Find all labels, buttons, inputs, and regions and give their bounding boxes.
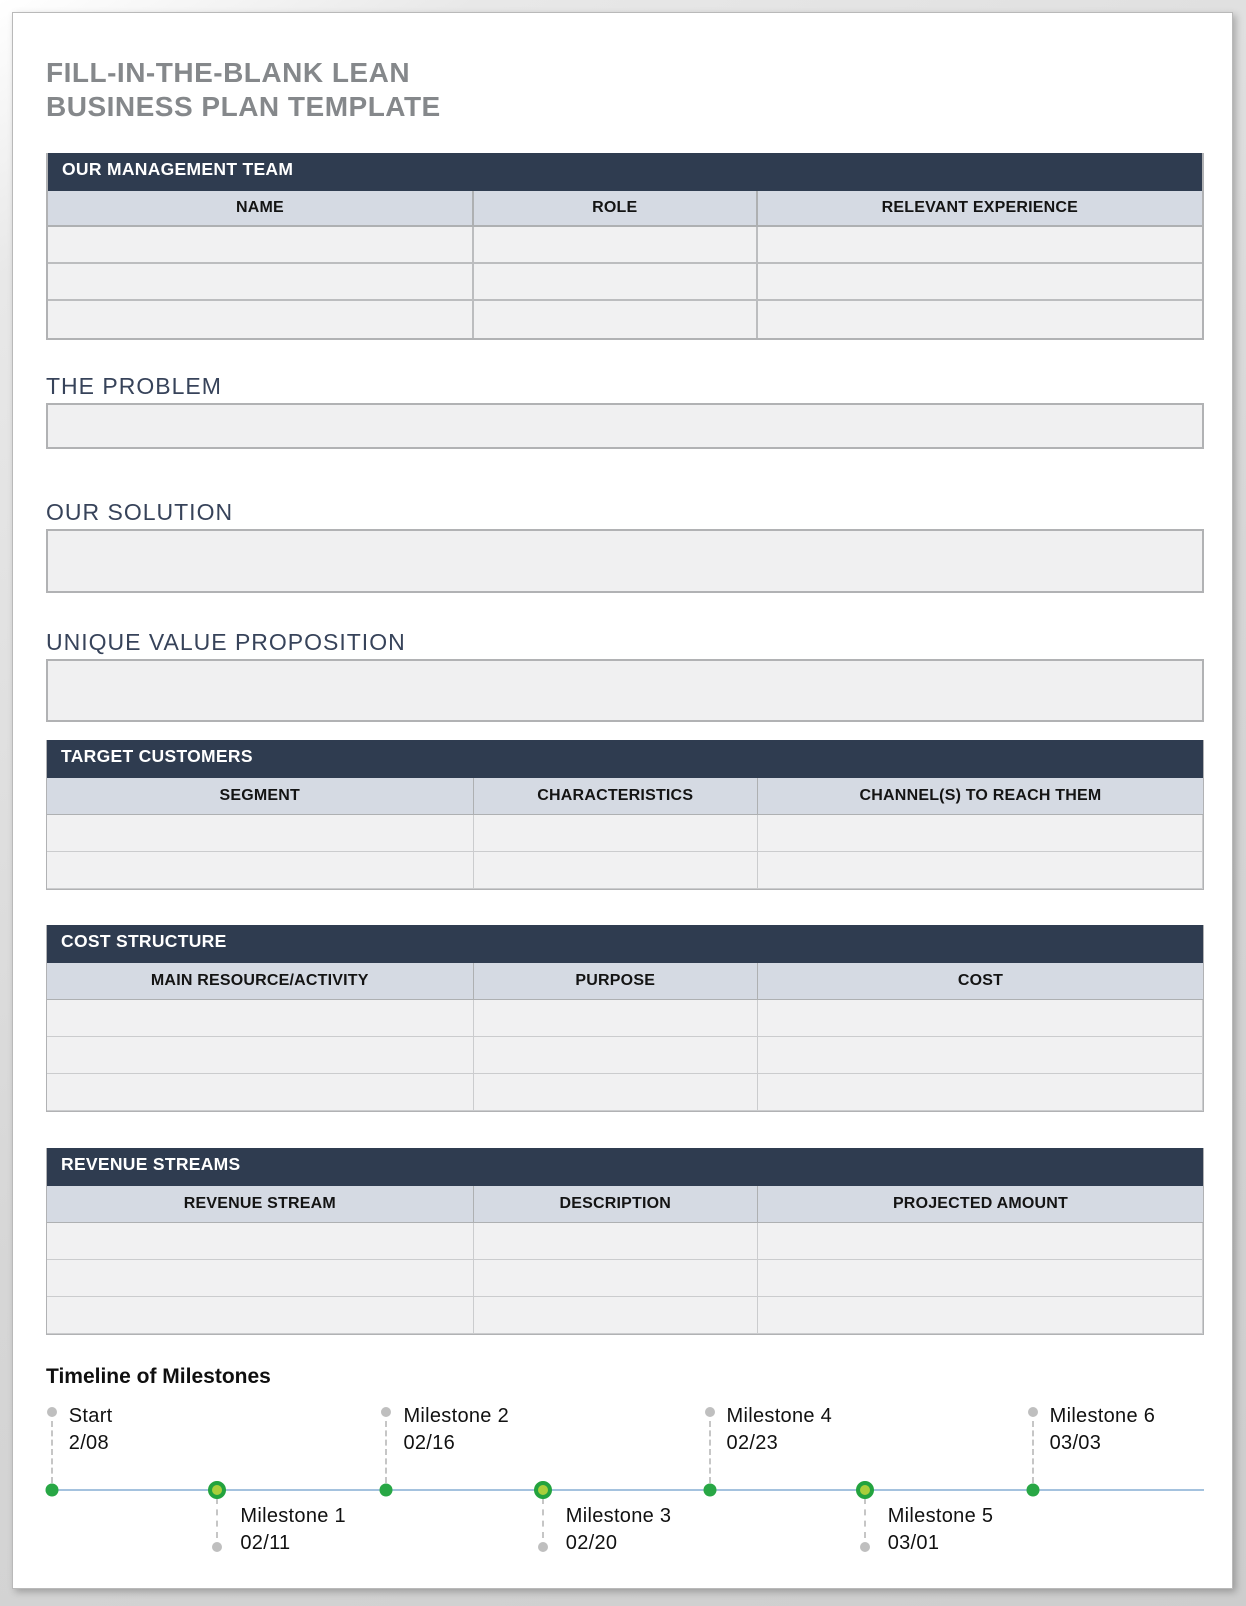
connector-dot bbox=[212, 1542, 222, 1552]
solution-heading: OUR SOLUTION bbox=[46, 499, 234, 525]
column-header-role: ROLE bbox=[474, 191, 758, 225]
connector-dashed-line bbox=[385, 1421, 387, 1483]
document-content bbox=[13, 13, 1204, 1586]
empty-cell[interactable] bbox=[758, 1037, 1203, 1073]
table-row bbox=[48, 301, 1202, 338]
problem-heading: THE PROBLEM bbox=[46, 373, 222, 399]
column-header-relevant-experience: RELEVANT EXPERIENCE bbox=[881, 199, 1079, 216]
empty-cell[interactable] bbox=[47, 1297, 474, 1333]
empty-cell[interactable] bbox=[48, 227, 474, 262]
table-row bbox=[47, 852, 1203, 889]
connector-dashed-line bbox=[864, 1498, 866, 1538]
column-header-channels: CHANNEL(S) TO REACH THEM bbox=[859, 787, 1102, 804]
milestone-label: Milestone 3 bbox=[565, 1505, 672, 1527]
target-customers-table bbox=[46, 740, 1204, 890]
empty-cell[interactable] bbox=[474, 301, 758, 338]
connector-dot bbox=[538, 1542, 548, 1552]
target-customers-column-headers bbox=[47, 778, 1203, 815]
milestone-marker bbox=[45, 1484, 58, 1497]
unique-value-proposition-text-box[interactable] bbox=[46, 659, 1204, 722]
milestone-timeline bbox=[46, 1401, 1204, 1586]
milestone-label: Milestone 4 bbox=[726, 1405, 833, 1427]
milestone-label: Milestone 2 bbox=[403, 1405, 510, 1427]
empty-cell[interactable] bbox=[758, 1000, 1203, 1036]
milestone-label: Milestone 5 bbox=[887, 1505, 994, 1527]
column-header-name: NAME bbox=[48, 191, 474, 225]
revenue-streams-table bbox=[46, 1148, 1204, 1335]
empty-cell[interactable] bbox=[758, 1260, 1203, 1296]
document-title-line2: BUSINESS PLAN TEMPLATE bbox=[46, 91, 441, 122]
column-header-cost: COST bbox=[957, 972, 1004, 989]
table-row bbox=[48, 264, 1202, 301]
target-customers-section-header bbox=[47, 740, 1203, 778]
connector-dashed-line bbox=[51, 1421, 53, 1483]
table-row bbox=[47, 1074, 1203, 1111]
empty-cell[interactable] bbox=[758, 815, 1203, 851]
column-header-main-resource: MAIN RESOURCE/ACTIVITY bbox=[47, 963, 474, 999]
empty-cell[interactable] bbox=[758, 301, 1202, 338]
document-title-line1: FILL-IN-THE-BLANK LEAN bbox=[46, 57, 411, 88]
empty-cell[interactable] bbox=[47, 852, 474, 888]
connector-dot bbox=[1028, 1407, 1038, 1417]
column-header-segment: SEGMENT bbox=[47, 778, 474, 814]
milestone-date: 03/01 bbox=[887, 1532, 940, 1554]
empty-cell[interactable] bbox=[474, 815, 758, 851]
cost-structure-section-header bbox=[47, 925, 1203, 963]
empty-cell[interactable] bbox=[474, 852, 758, 888]
column-header-revenue-stream: REVENUE STREAM bbox=[47, 1186, 474, 1222]
milestone-marker bbox=[208, 1481, 226, 1499]
milestone-date: 02/16 bbox=[403, 1432, 455, 1454]
milestone-date: 02/11 bbox=[240, 1532, 291, 1554]
empty-cell[interactable] bbox=[758, 1223, 1203, 1259]
section-title: REVENUE STREAMS bbox=[61, 1154, 241, 1174]
document-title bbox=[46, 56, 1204, 124]
unique-value-proposition-heading: UNIQUE VALUE PROPOSITION bbox=[46, 629, 406, 655]
section-title: OUR MANAGEMENT TEAM bbox=[62, 159, 294, 179]
solution-text-box[interactable] bbox=[46, 529, 1204, 593]
empty-cell[interactable] bbox=[47, 1260, 474, 1296]
management-team-section-header bbox=[48, 153, 1202, 191]
connector-dashed-line bbox=[216, 1498, 218, 1538]
empty-cell[interactable] bbox=[758, 852, 1203, 888]
empty-cell[interactable] bbox=[474, 264, 758, 299]
table-row bbox=[47, 1000, 1203, 1037]
empty-cell[interactable] bbox=[758, 1297, 1203, 1333]
revenue-streams-column-headers bbox=[47, 1186, 1203, 1223]
empty-cell[interactable] bbox=[47, 1074, 474, 1110]
revenue-streams-section-header bbox=[47, 1148, 1203, 1186]
milestone-label: Milestone 6 bbox=[1049, 1405, 1156, 1427]
connector-dot bbox=[381, 1407, 391, 1417]
empty-cell[interactable] bbox=[474, 1074, 758, 1110]
table-row bbox=[47, 1297, 1203, 1334]
milestone-marker bbox=[856, 1481, 874, 1499]
document-page bbox=[12, 12, 1233, 1589]
cost-structure-table bbox=[46, 925, 1204, 1112]
connector-dot bbox=[47, 1407, 57, 1417]
empty-cell[interactable] bbox=[474, 1223, 758, 1259]
column-header-description: DESCRIPTION bbox=[474, 1186, 758, 1222]
table-row bbox=[47, 1223, 1203, 1260]
table-row bbox=[47, 1260, 1203, 1297]
milestone-date: 03/03 bbox=[1049, 1432, 1102, 1454]
milestone-marker bbox=[534, 1481, 552, 1499]
milestone-marker bbox=[703, 1484, 716, 1497]
table-row bbox=[47, 1037, 1203, 1074]
table-row bbox=[48, 227, 1202, 264]
connector-dashed-line bbox=[542, 1498, 544, 1538]
connector-dot bbox=[860, 1542, 870, 1552]
empty-cell[interactable] bbox=[758, 264, 1202, 299]
table-row bbox=[47, 815, 1203, 852]
milestone-date: 02/23 bbox=[726, 1432, 779, 1454]
section-title: TARGET CUSTOMERS bbox=[61, 746, 253, 766]
empty-cell[interactable] bbox=[474, 227, 758, 262]
empty-cell[interactable] bbox=[474, 1297, 758, 1333]
column-header-projected-amount: PROJECTED AMOUNT bbox=[892, 1195, 1068, 1212]
empty-cell[interactable] bbox=[47, 1037, 474, 1073]
empty-cell[interactable] bbox=[48, 264, 474, 299]
empty-cell[interactable] bbox=[47, 815, 474, 851]
empty-cell[interactable] bbox=[47, 1223, 474, 1259]
management-team-table bbox=[46, 153, 1204, 340]
milestone-date: 02/20 bbox=[565, 1532, 618, 1554]
empty-cell[interactable] bbox=[474, 1000, 758, 1036]
milestone-label: Start bbox=[68, 1405, 113, 1427]
empty-cell[interactable] bbox=[474, 1260, 758, 1296]
connector-dashed-line bbox=[709, 1421, 711, 1483]
section-title: COST STRUCTURE bbox=[61, 931, 227, 951]
connector-dot bbox=[705, 1407, 715, 1417]
column-header-purpose: PURPOSE bbox=[474, 963, 758, 999]
milestone-date: 2/08 bbox=[68, 1432, 109, 1454]
empty-cell[interactable] bbox=[48, 301, 474, 338]
connector-dashed-line bbox=[1032, 1421, 1034, 1483]
empty-cell[interactable] bbox=[474, 1037, 758, 1073]
empty-cell[interactable] bbox=[47, 1000, 474, 1036]
column-header-characteristics: CHARACTERISTICS bbox=[474, 778, 758, 814]
empty-cell[interactable] bbox=[758, 1074, 1203, 1110]
problem-text-box[interactable] bbox=[46, 403, 1204, 449]
milestone-marker bbox=[1026, 1484, 1039, 1497]
timeline-heading: Timeline of Milestones bbox=[46, 1365, 271, 1388]
milestone-label: Milestone 1 bbox=[240, 1505, 346, 1527]
management-team-column-headers bbox=[48, 191, 1202, 227]
milestone-marker bbox=[380, 1484, 393, 1497]
empty-cell[interactable] bbox=[758, 227, 1202, 262]
cost-structure-column-headers bbox=[47, 963, 1203, 1000]
